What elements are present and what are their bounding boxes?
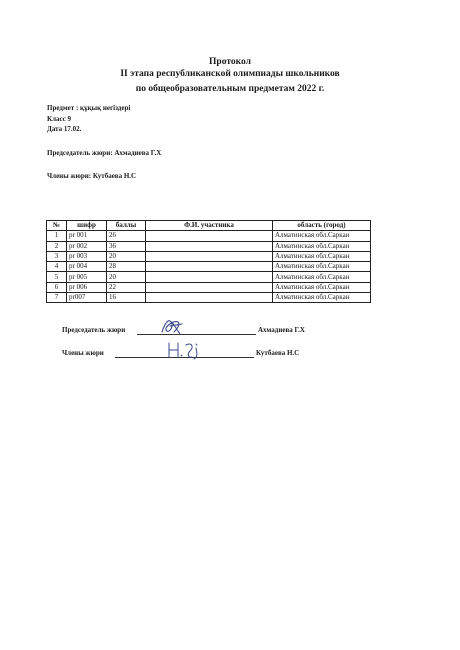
chair-signature-label: Председатель жюри [62,326,126,334]
table-row [47,262,371,272]
doc-subtitle-stage: II этапа республиканской олимпиады школьников [120,69,340,79]
chair-line: Председатель жюри: Ахмадиева Г.Х [47,149,162,157]
cell-score: 36 [107,241,146,251]
members-signature-name: Кутбаева Н.С [256,349,300,357]
members-signature-scribble [166,339,206,361]
table-row [47,282,371,292]
cell-region: Алматинская обл.Саркан [273,231,371,241]
col-header-no: № [47,221,67,231]
cell-no: 2 [47,241,67,251]
cell-no: 4 [47,262,67,272]
class-line: Класс 9 [47,115,71,123]
table-row [47,293,371,303]
cell-code: pr 004 [67,262,107,272]
chair-signature-name: Ахмадиева Г.Х [258,326,305,334]
col-header-score: баллы [107,221,146,231]
cell-code: pr 006 [67,282,107,292]
cell-score: 26 [107,231,146,241]
cell-name [146,251,273,261]
cell-no: 6 [47,282,67,292]
cell-region: Алматинская обл.Саркан [273,293,371,303]
chair-signature-scribble [158,314,188,338]
members-signature-label: Члены жюри [62,349,104,357]
cell-name [146,241,273,251]
cell-score: 20 [107,251,146,261]
cell-score: 28 [107,262,146,272]
cell-score: 20 [107,272,146,282]
results-table [46,220,371,303]
cell-code: pr007 [67,293,107,303]
members-line: Члены жюри: Кутбаева Н.С [47,172,137,180]
table-row [47,241,371,251]
cell-code: pr 002 [67,241,107,251]
cell-region: Алматинская обл.Саркан [273,262,371,272]
cell-region: Алматинская обл.Саркан [273,251,371,261]
chair-signature-line [137,334,256,335]
cell-name [146,262,273,272]
cell-score: 16 [107,293,146,303]
col-header-region: область (город) [273,221,371,231]
cell-name [146,272,273,282]
table-row [47,272,371,282]
cell-name [146,231,273,241]
col-header-code: шифр [67,221,107,231]
cell-region: Алматинская обл.Саркан [273,241,371,251]
cell-region: Алматинская обл.Саркан [273,282,371,292]
cell-no: 7 [47,293,67,303]
col-header-name: Ф.И. участника [146,221,273,231]
cell-name [146,282,273,292]
table-row [47,251,371,261]
table-header-row [47,221,371,231]
table-row [47,231,371,241]
doc-subtitle-subjects: по общеобразовательным предметам 2022 г. [135,84,325,94]
cell-code: pr 005 [67,272,107,282]
cell-region: Алматинская обл.Саркан [273,272,371,282]
cell-no: 1 [47,231,67,241]
doc-title: Протокол [209,57,251,67]
cell-code: pr 001 [67,231,107,241]
cell-no: 5 [47,272,67,282]
subject-line: Предмет : құқық негіздері [47,104,131,112]
cell-code: pr 003 [67,251,107,261]
cell-no: 3 [47,251,67,261]
cell-name [146,293,273,303]
date-line: Дата 17.02. [47,125,82,133]
cell-score: 22 [107,282,146,292]
